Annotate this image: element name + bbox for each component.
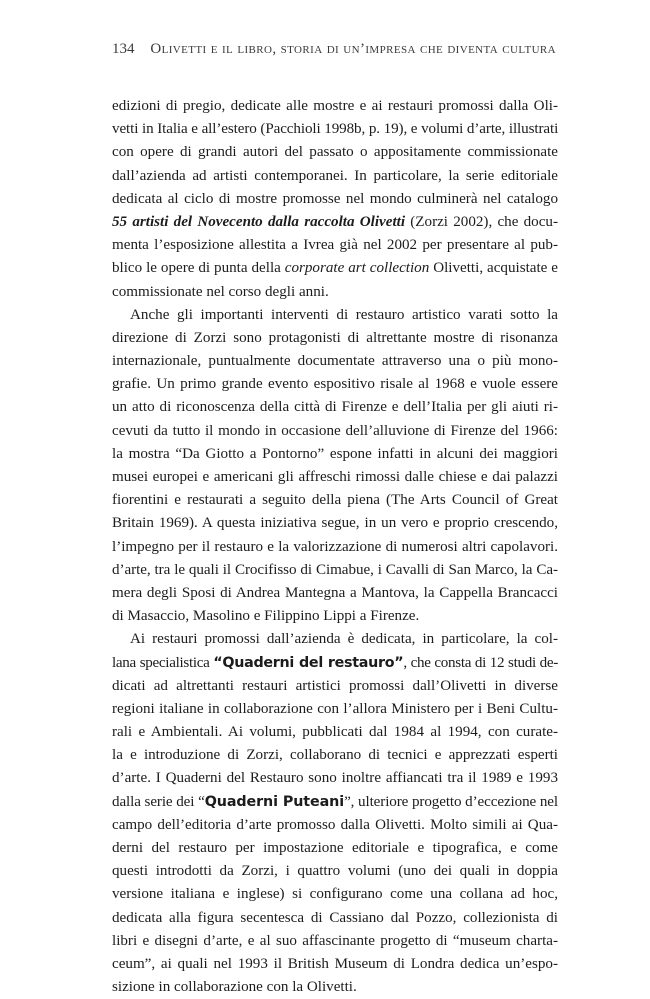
text-line: lana specialistica “Quaderni del restauro”, che consta di 12 studi de- <box>112 654 558 671</box>
text-line: rali e Ambientali. Ai volumi, pubblicati dal 1984 al 1994, con curate- <box>112 724 558 741</box>
catalogue-title: 55 artisti del Novecento dalla raccolta Olivetti <box>112 213 406 230</box>
text-line: d’arte. I Quaderni del Restauro sono inoltre affiancati tra il 1989 e 1993 <box>112 770 558 787</box>
text-line: dedicata al ciclo di mostre promosse nel mondo culminerà nel catalogo <box>112 190 558 207</box>
text-line: la mostra “Da Giotto a Pontorno” espone infatti in alcuni dei maggiori <box>112 445 558 462</box>
text-line: grafie. Un primo grande evento espositivo risale al 1968 e vuole essere <box>112 376 558 393</box>
text-line: ceum”, ai quali nel 1993 il British Museum di Londra dedica un’espo- <box>112 955 558 972</box>
text-line: un atto di riconoscenza della città di Firenze e dell’Italia per gli aiuti ri- <box>112 399 558 416</box>
running-title: Olivetti e il libro, storia di un’impresa che diventa cultura <box>150 41 556 57</box>
text-line: 55 artisti del Novecento dalla raccolta Olivetti (Zorzi 2002), che docu- <box>112 213 559 230</box>
text-line: mera degli Sposi di Andrea Mantegna a Mantova, la Cappella Brancacci <box>112 584 558 601</box>
text-line: dalla serie dei “Quaderni Puteani”, ulteriore progetto d’eccezione nel <box>112 793 558 810</box>
text-line: menta l’esposizione allestita a Ivrea già nel 2002 per presentare al pub- <box>112 237 558 254</box>
text-line: la e introduzione di Zorzi, collaborano di tecnici e apprezzati esperti <box>112 747 558 764</box>
series-title: “Quaderni del restauro” <box>213 654 404 671</box>
text-line: regioni italiane in collaborazione con l’allora Ministero per i Beni Cultu- <box>112 700 558 717</box>
text-line: d’arte, tra le quali il Crocifisso di Cimabue, i Cavalli di San Marco, la Ca- <box>112 561 558 578</box>
text-line: campo dell’editoria d’arte promosso dalla Olivetti. Molto simili ai Qua- <box>112 816 558 833</box>
text-line: di Masaccio, Masolino e Filippino Lippi a Firenze. <box>112 608 420 625</box>
text-line: vetti in Italia e all’estero (Pacchioli 1998b, p. 19), e volumi d’arte, illustrati <box>112 121 559 138</box>
text-line: fiorentini e restaurati a seguito della piena (The Arts Council of Great <box>112 492 558 509</box>
text-line: questi introdotti da Zorzi, i quattro volumi (uno dei quali in doppia <box>112 863 558 880</box>
text-line: commissionate nel corso degli anni. <box>112 283 329 300</box>
text-line: dall’azienda ad artisti contemporanei. In particolare, la serie editoriale <box>112 167 558 184</box>
text-line: derni del restauro per impostazione editoriale e tipografica, e come <box>112 840 558 856</box>
text-line: versione italiana e inglese) si configurano come una collana ad hoc, <box>112 886 558 903</box>
text-line: Ai restauri promossi dall’azienda è dedicata, in particolare, la col- <box>130 631 558 648</box>
text-line: dicati ad altrettanti restauri artistici promossi dall’Olivetti in diverse <box>112 677 558 694</box>
text-line: blico le opere di punta della corporate art collection Olivetti, acquistate e <box>112 260 558 277</box>
text-line: Anche gli importanti interventi di restauro artistico varati sotto la <box>130 306 558 323</box>
text-line: direzione di Zorzi sono protagonisti di altrettante mostre di risonanza <box>112 329 558 346</box>
text-line: sizione in collaborazione con la Olivetti. <box>112 979 357 996</box>
text-line: edizioni di pregio, dedicate alle mostre e ai restauri promossi dalla Oli- <box>112 98 558 114</box>
italic-term: corporate art collection <box>284 260 430 277</box>
text-line: libri e disegni d’arte, e al suo affascinante progetto di “museum charta- <box>112 932 558 949</box>
text-line: cevuti da tutto il mondo in occasione dell’alluvione di Firenze del 1966: <box>112 422 558 439</box>
series-title: Quaderni Puteani <box>204 793 345 810</box>
page-number: 134 <box>112 41 135 57</box>
text-line: con opere di grandi autori del passato o appositamente commissionate <box>112 144 558 161</box>
text-line: musei europei e americani gli affreschi rimossi dalle chiese e dai palazzi <box>112 469 558 485</box>
body-text <box>112 95 558 999</box>
text-line: dedicata alla figura secentesca di Cassiano dal Pozzo, collezionista di <box>112 909 558 926</box>
text-line: Britain 1969). A questa iniziativa segue, in un vero e proprio crescendo, <box>112 515 558 532</box>
running-header <box>112 41 556 61</box>
text-line: l’impegno per il restauro e la valorizzazione di numerosi altri capolavori. <box>112 538 558 555</box>
text-line: internazionale, puntualmente documentate attraverso una o più mono- <box>112 353 558 370</box>
